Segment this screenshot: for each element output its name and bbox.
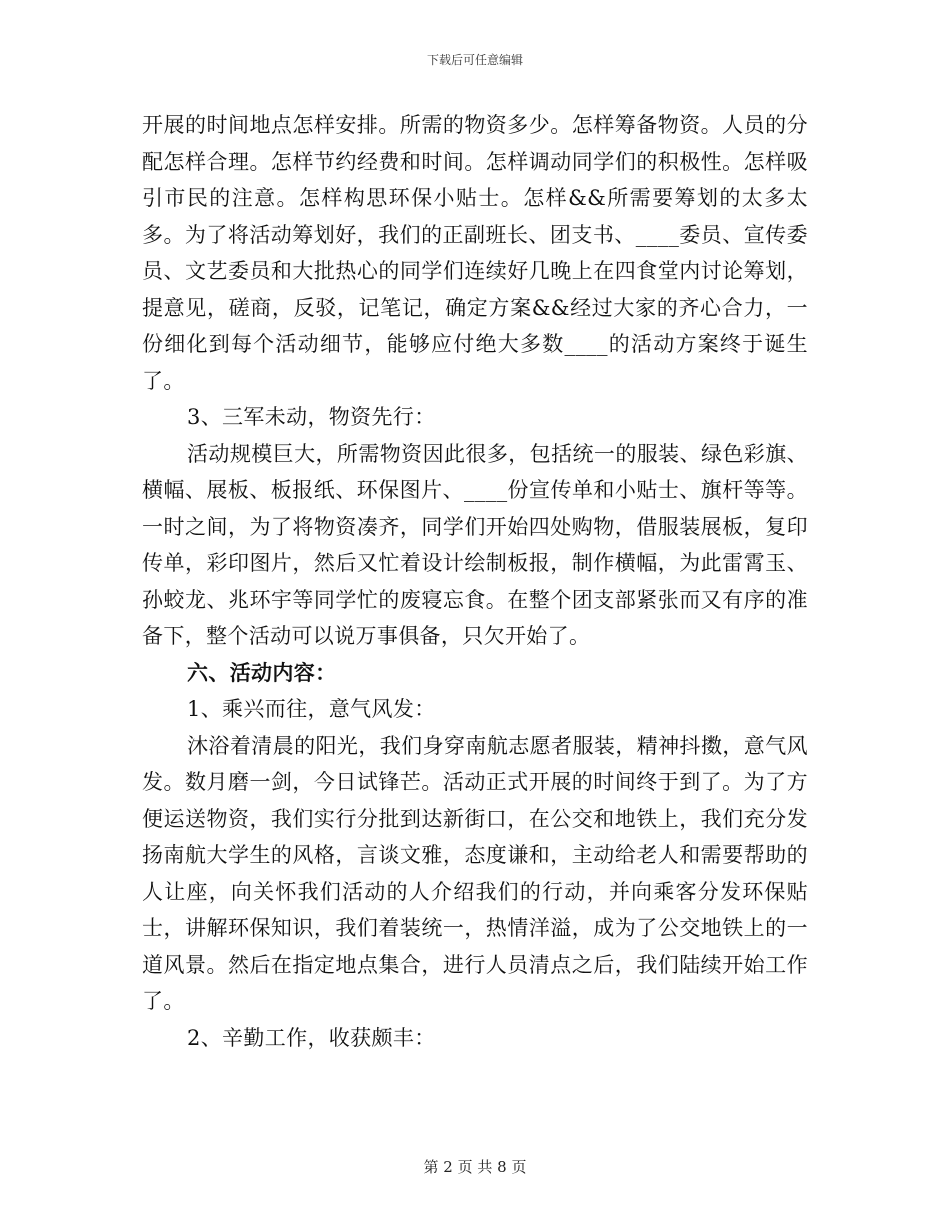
document-body: [142, 107, 808, 1056]
paragraph-departure: 沐浴着清晨的阳光，我们身穿南航志愿者服装，精神抖擞，意气风发。数月磨一剑，今日试锋芒。活动正式开展的时间终于到了。为了方便运送物资，我们实行分批到达新街口，在公交和地铁上，我们充分发扬南航大学生的风格，言谈文雅，态度谦和，主动给老人和需要帮助的人让座，向关怀我们活动的人介绍我们的行动，并向乘客分发环保贴士，讲解环保知识，我们着装统一，热情洋溢，成为了公交地铁上的一道风景。然后在指定地点集合，进行人员清点之后，我们陆续开始工作了。: [142, 733, 808, 1013]
page-number: 第 2 页 共 8 页: [423, 1158, 527, 1176]
section-item-2-title: 2、辛勤工作，收获颇丰：: [187, 1025, 436, 1050]
section-item-3-title: 3、三军未动，物资先行：: [187, 405, 436, 429]
page-header: 下载后可任意编辑: [426, 53, 523, 67]
paragraph-continuation: 开展的时间地点怎样安排。所需的物资多少。怎样筹备物资。人员的分配怎样合理。怎样节约经费和时间。怎样调动同学们的积极性。怎样吸引市民的注意。怎样构思环保小贴士。怎样&&所需要筹划的太多太多。为了将活动筹划好，我们的正副班长、团支书、____委员、宣传委员、文艺委员和大批热心的同学们连续好几晚上在四食堂内讨论筹划，提意见，磋商，反驳，记笔记，确定方案&&经过大家的齐心合力，一份细化到每个活动细节，能够应付绝大多数____的活动方案终于诞生了。: [142, 113, 808, 393]
section-item-1-title: 1、乘兴而往，意气风发：: [187, 697, 436, 721]
section-heading-activity-content: 六、活动内容：: [187, 659, 337, 685]
paragraph-materials: 活动规模巨大，所需物资因此很多，包括统一的服装、绿色彩旗、横幅、展板、板报纸、环保图片、____份宣传单和小贴士、旗杆等等。一时之间，为了将物资凑齐，同学们开始四处购物，借服装展板，复印传单，彩印图片，然后又忙着设计绘制板报，制作横幅，为此雷霄玉、孙蛟龙、兆环宇等同学忙的废寝忘食。在整个团支部紧张而又有序的准备下，整个活动可以说万事俱备，只欠开始了。: [142, 441, 808, 648]
